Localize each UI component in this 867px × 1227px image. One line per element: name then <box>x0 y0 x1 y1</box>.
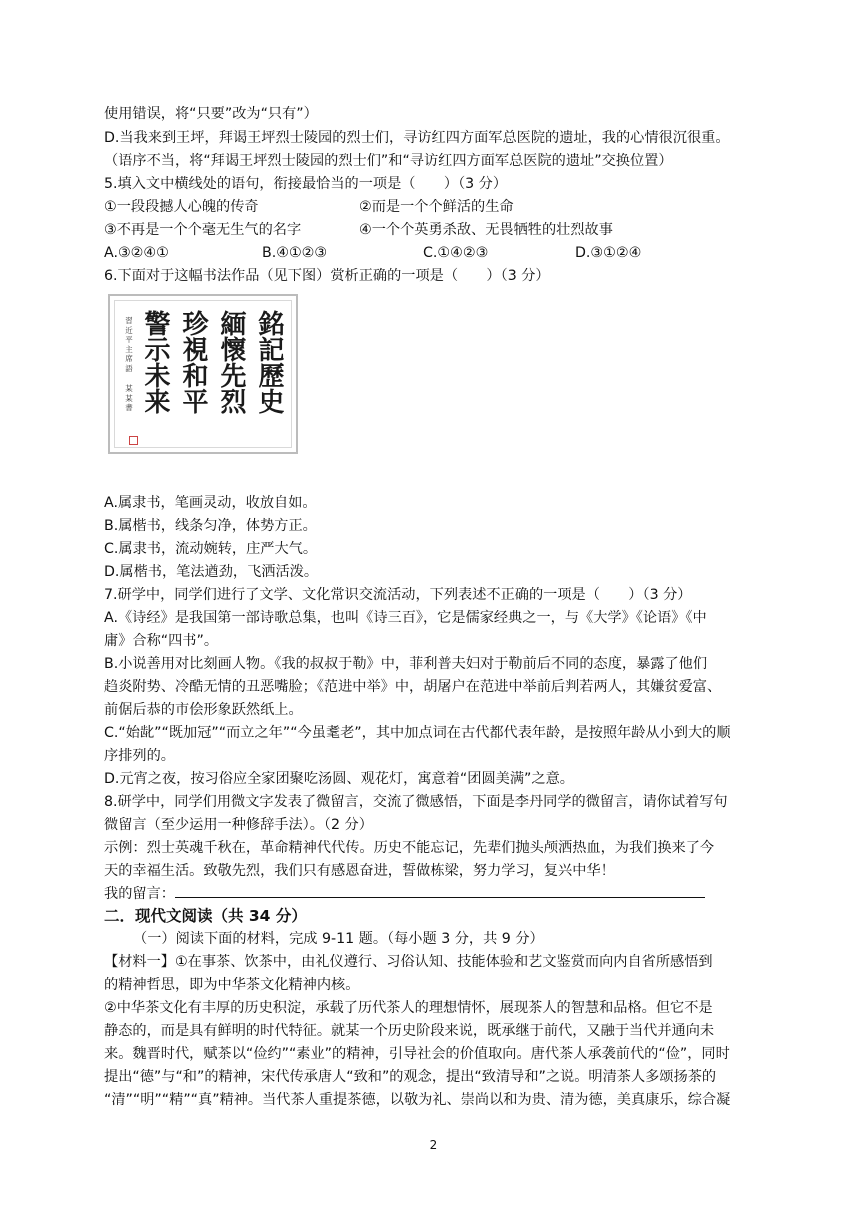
seal-stamp <box>129 436 138 445</box>
text-line: D.当我来到王坪，拜谒王坪烈士陵园的烈士们，寻访红四方面军总医院的遗址，我的心情很沉很重。 <box>104 130 730 146</box>
text-line: 微留言（至少运用一种修辞手法）。（2 分） <box>104 817 373 833</box>
question-5: 5.填入文中横线处的语句，衔接最恰当的一项是（ ）（3 分） <box>104 176 508 192</box>
choice-a: A.③②④① <box>104 245 169 261</box>
option: ④一个个英勇杀敌、无畏牺牲的壮烈故事 <box>359 222 613 238</box>
calligraphy-inscription: 習近平主席語 <box>125 316 133 373</box>
subsection-heading: （一）阅读下面的材料，完成 9-11 题。（每小题 3 分，共 9 分） <box>133 931 544 947</box>
text-line: 使用错误，将“只要”改为“只有”） <box>104 106 318 122</box>
example-text: 示例：烈士英魂千秋在，革命精神代代传。历史不能忘记，先辈们抛头颅洒热血，为我们换来了今 <box>104 840 715 856</box>
answer-line <box>104 883 705 904</box>
text-line: （语序不当，将“拜谒王坪烈士陵园的烈士们”和“寻访红四方面军总医院的遗址”交换位置） <box>104 153 673 169</box>
question-7: 7.研学中，同学们进行了文学、文化常识交流活动，下列表述不正确的一项是（ ）（3 分） <box>104 587 692 603</box>
text-line: 序排列的。 <box>104 748 175 764</box>
calligraphy-column: 珍視和平 <box>178 310 208 414</box>
option: ②而是一个个鲜活的生命 <box>359 199 514 215</box>
paragraph-line: 提出“德”与“和”的精神，宋代传承唐人“致和”的观念，提出“致清导和”之说。明清茶人多颂扬茶的 <box>104 1069 717 1085</box>
choice-d: D.属楷书，笔法遒劲，飞洒活泼。 <box>104 564 319 580</box>
example-text: 天的幸福生活。致敬先烈，我们只有感恩奋进，誓做栋梁，努力学习，复兴中华！ <box>104 863 615 879</box>
answer-label: 我的留言： <box>104 886 175 902</box>
calligraphy-column: 警示未来 <box>140 310 170 414</box>
text-line: 前倨后恭的市侩形象跃然纸上。 <box>104 702 303 718</box>
choice-b: B.小说善用对比刻画人物。《我的叔叔于勒》中，菲利普夫妇对于勒前后不同的态度，暴露了他们 <box>104 656 708 672</box>
option: ①一段段撼人心魄的传奇 <box>104 199 259 215</box>
question-8: 8.研学中，同学们用微文字发表了微留言，交流了微感悟，下面是李丹同学的微留言，请你试着写句 <box>104 794 728 810</box>
paragraph-line: ②中华茶文化有丰厚的历史积淀，承载了历代茶人的理想情怀，展现茶人的智慧和品格。但它不是 <box>104 1000 713 1016</box>
choice-b: B.④①②③ <box>262 245 328 261</box>
text-line: 趋炎附势、冷酷无情的丑恶嘴脸；《范进中举》中，胡屠户在范进中举前后判若两人，其嫌贫爱富、 <box>104 679 722 695</box>
option: ③不再是一个个毫无生气的名字 <box>104 222 302 238</box>
page-number: 2 <box>429 1138 438 1152</box>
calligraphy-image <box>108 294 298 454</box>
paragraph-line: 的精神哲思，即为中华茶文化精神内核。 <box>104 977 360 993</box>
paragraph-line: 【材料一】①在事茶、饮茶中，由礼仪遵行、习俗认知、技能体验和艺文鉴赏而向内自省所感悟到 <box>104 954 713 970</box>
choice-c: C.属隶书，流动婉转，庄严大气。 <box>104 541 318 557</box>
choice-a: A.属隶书，笔画灵动，收放自如。 <box>104 495 317 511</box>
choice-d: D.元宵之夜，按习俗应全家团聚吃汤圆、观花灯，寓意着“团圆美满”之意。 <box>104 771 574 787</box>
choice-b: B.属楷书，线条匀净，体势方正。 <box>104 518 317 534</box>
paragraph-line: “清”“明”“精”“真”精神。当代茶人重提茶德，以敬为礼、崇尚以和为贵、清为德，美真康乐，综合凝 <box>104 1092 731 1108</box>
choice-a: A.《诗经》是我国第一部诗歌总集，也叫《诗三百》，它是儒家经典之一，与《大学》《论语》《中 <box>104 610 707 626</box>
calligraphy-column: 緬懷先烈 <box>216 310 246 414</box>
question-6: 6.下面对于这幅书法作品（见下图）赏析正确的一项是（ ）（3 分） <box>104 268 550 284</box>
choice-d: D.③①②④ <box>575 245 642 261</box>
calligraphy-signature: 某某書 <box>125 384 133 412</box>
calligraphy-column: 銘記歷史 <box>254 310 284 414</box>
choice-c: C.“始龀”“既加冠”“而立之年”“今虽耄老”，其中加点词在古代都代表年龄，是按照年龄从小到大的顺 <box>104 725 731 741</box>
choice-c: C.①④②③ <box>423 245 489 261</box>
section-heading: 二．现代文阅读（共 34 分） <box>104 907 307 925</box>
answer-blank[interactable] <box>175 883 705 898</box>
paragraph-line: 静态的，而是具有鲜明的时代特征。就某一个历史阶段来说，既承继于前代，又融于当代并通向未 <box>104 1023 715 1039</box>
text-line: 庸》合称“四书”。 <box>104 633 219 649</box>
paragraph-line: 来。魏晋时代，赋茶以“俭约”“素业”的精神，引导社会的价值取向。唐代茶人承袭前代的“俭”，同时 <box>104 1046 730 1062</box>
